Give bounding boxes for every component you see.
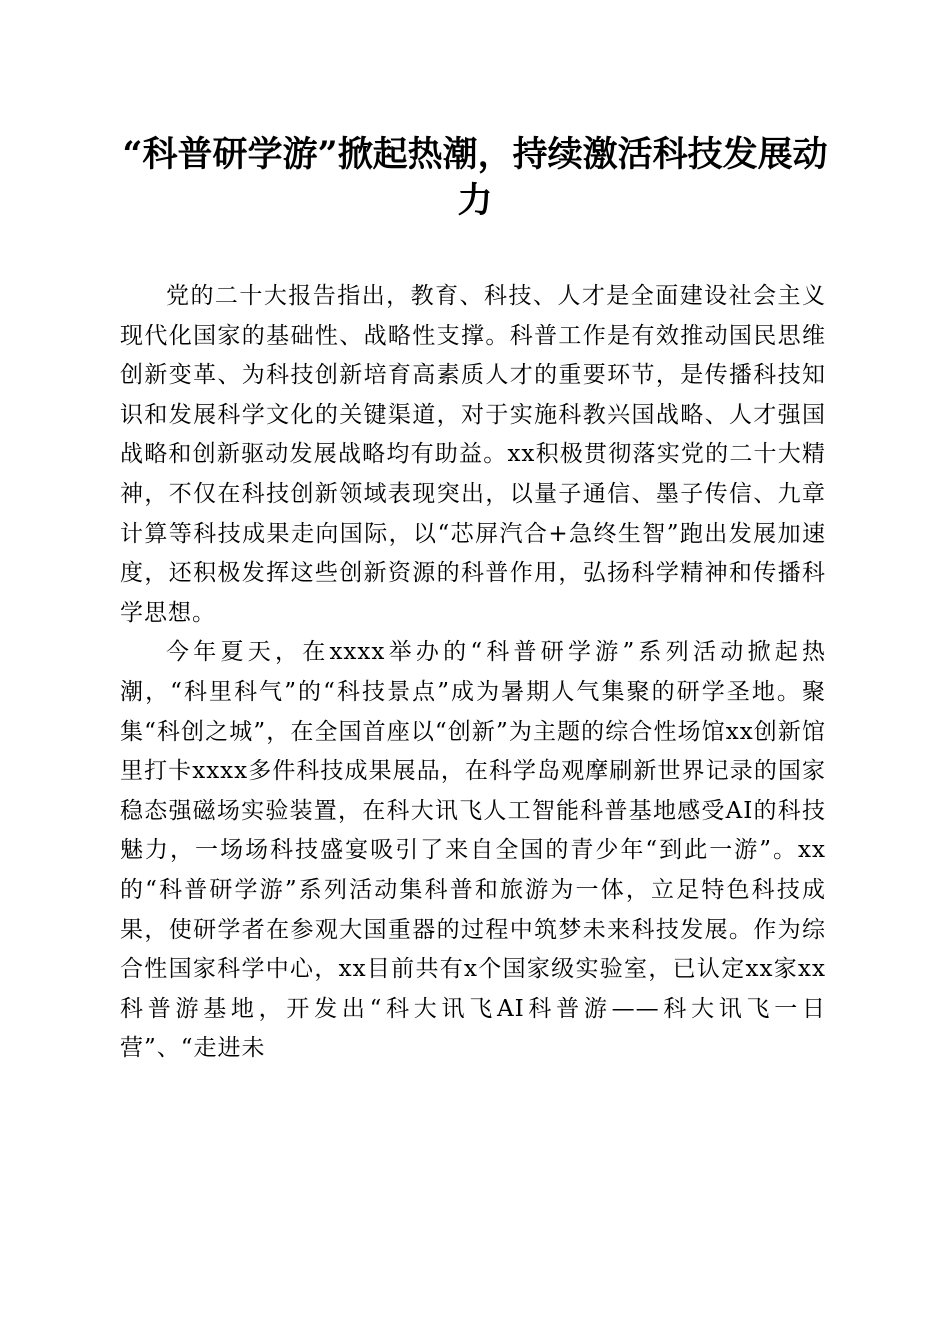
document-title: “科普研学游”掀起热潮，持续激活科技发展动力: [122, 134, 828, 221]
document-body: [120, 277, 826, 1069]
paragraph: 党的二十大报告指出，教育、科技、人才是全面建设社会主义现代化国家的基础性、战略性支撑。科普工作是有效推动国民思维创新变革、为科技创新培育高素质人才的重要环节，是传播科技知识和发展科学文化的关键渠道，对于实施科教兴国战略、人才强国战略和创新驱动发展战略均有助益。xx积极贯彻落实党的二十大精神，不仅在科技创新领域表现突出，以量子通信、墨子传信、九章计算等科技成果走向国际，以“芯屏汽合+急终生智”跑出发展加速度，还积极发挥这些创新资源的科普作用，弘扬科学精神和传播科学思想。: [120, 283, 826, 626]
paragraph: 今年夏天，在xxxx举办的“科普研学游”系列活动掀起热潮，“科里科气”的“科技景点”成为暑期人气集聚的研学圣地。聚集“科创之城”，在全国首座以“创新”为主题的综合性场馆xx创新馆里打卡xxxx多件科技成果展品，在科学岛观摩刷新世界记录的国家稳态强磁场实验装置，在科大讯飞人工智能科普基地感受AI的科技魅力，一场场科技盛宴吸引了来自全国的青少年“到此一游”。xx的“科普研学游”系列活动集科普和旅游为一体，立足特色科技成果，使研学者在参观大国重器的过程中筑梦未来科技发展。作为综合性国家科学中心，xx目前共有x个国家级实验室，已认定xx家xx科普游基地，开发出“科大讯飞AI科普游——科大讯飞一日营”、“走进未: [120, 639, 826, 1062]
